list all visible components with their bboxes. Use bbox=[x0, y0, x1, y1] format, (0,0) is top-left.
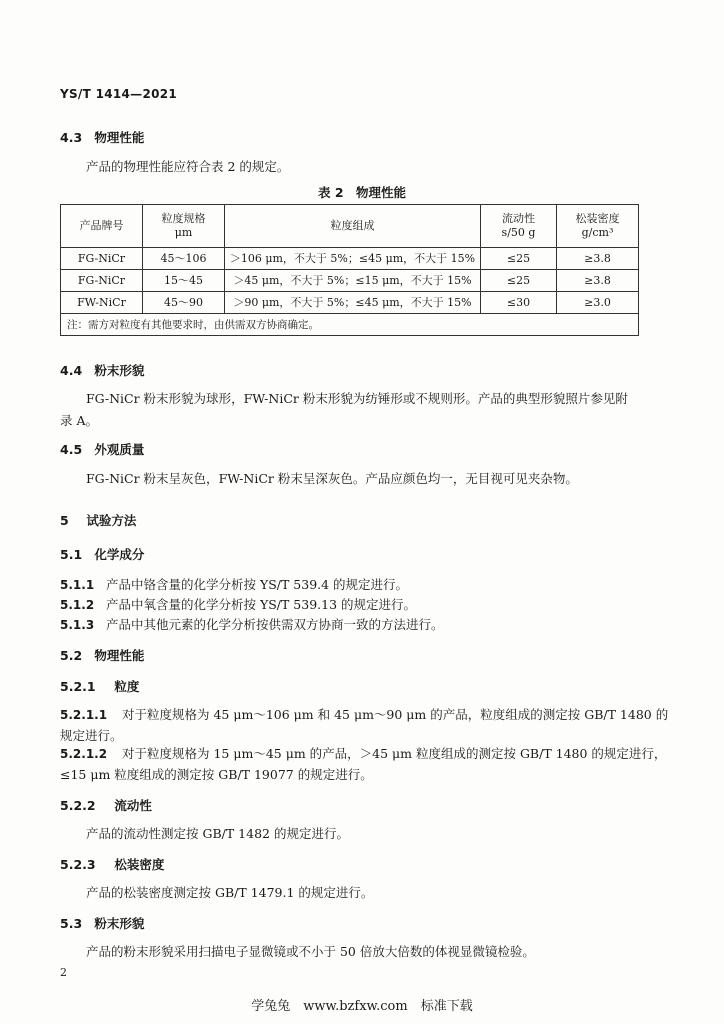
physical-properties-table bbox=[60, 204, 639, 336]
cell-spec: 15～45 bbox=[143, 270, 225, 292]
item-5-2-1-1-line1 bbox=[60, 705, 668, 723]
section-number: 5.2.3 bbox=[60, 857, 96, 872]
section-title: 流动性 bbox=[114, 798, 152, 813]
item-number: 5.1.1 bbox=[60, 578, 95, 592]
section-number: 4.3 bbox=[60, 130, 83, 145]
item-text: 产品中氧含量的化学分析按 YS/T 539.13 的规定进行。 bbox=[105, 597, 417, 612]
section-title: 化学成分 bbox=[94, 547, 145, 562]
section-5-2-2-heading bbox=[60, 796, 152, 814]
section-5-3-paragraph: 产品的粉末形貌采用扫描电子显微镜或不小于 50 倍放大倍数的体视显微镜检验。 bbox=[86, 944, 535, 959]
section-4-4-paragraph-line1: FG-NiCr 粉末形貌为球形，FW-NiCr 粉末形貌为纺锤形或不规则形。产品的典型形貌照片参见附 bbox=[86, 391, 628, 406]
cell-density: ≥3.8 bbox=[557, 248, 639, 270]
item-text: 对于粒度规格为 15 μm～45 μm 的产品，＞45 μm 粒度组成的测定按 GB/T 1480 的规定进行， bbox=[121, 746, 667, 761]
cell-brand: FW-NiCr bbox=[61, 292, 143, 314]
table-row bbox=[61, 292, 639, 314]
item-text: 产品中铬含量的化学分析按 YS/T 539.4 的规定进行。 bbox=[105, 577, 409, 592]
section-4-3-heading bbox=[60, 128, 144, 146]
item-text: 产品中其他元素的化学分析按供需双方协商一致的方法进行。 bbox=[105, 617, 444, 632]
section-5-2-3-heading bbox=[60, 855, 164, 873]
section-number: 4.4 bbox=[60, 363, 83, 378]
section-number: 5.3 bbox=[60, 916, 83, 931]
section-title: 物理性能 bbox=[94, 130, 145, 145]
cell-spec: 45～106 bbox=[143, 248, 225, 270]
section-4-5-heading bbox=[60, 440, 144, 458]
section-5-3-heading bbox=[60, 914, 144, 932]
section-5-heading bbox=[60, 511, 136, 529]
section-title: 物理性能 bbox=[94, 648, 145, 663]
header-density bbox=[557, 205, 639, 248]
section-5-2-heading bbox=[60, 646, 144, 664]
section-number: 5 bbox=[60, 513, 69, 528]
section-number: 4.5 bbox=[60, 442, 83, 457]
cell-composition: ＞90 μm，不大于 5%；≤45 μm，不大于 15% bbox=[225, 292, 481, 314]
section-number: 5.2.2 bbox=[60, 798, 96, 813]
table-caption: 表 2 物理性能 bbox=[317, 185, 407, 200]
table-row bbox=[61, 248, 639, 270]
header-density-unit: g/cm³ bbox=[581, 226, 614, 239]
item-number: 5.1.2 bbox=[60, 598, 95, 612]
header-flow-label: 流动性 bbox=[502, 212, 535, 225]
item-5-1-1 bbox=[60, 575, 408, 593]
header-brand: 产品牌号 bbox=[61, 205, 143, 248]
item-number: 5.1.3 bbox=[60, 618, 95, 632]
cell-composition: ＞106 μm，不大于 5%；≤45 μm，不大于 15% bbox=[225, 248, 481, 270]
table-header-row bbox=[61, 205, 639, 248]
section-5-1-heading bbox=[60, 545, 144, 563]
item-5-2-1-1-line2: 规定进行。 bbox=[60, 728, 123, 743]
item-text: 对于粒度规格为 45 μm～106 μm 和 45 μm～90 μm 的产品，粒度组成的测定按 GB/T 1480 的 bbox=[121, 707, 669, 722]
section-4-3-paragraph: 产品的物理性能应符合表 2 的规定。 bbox=[86, 159, 290, 174]
section-title: 粉末形貌 bbox=[94, 916, 145, 931]
header-flow-unit: s/50 g bbox=[501, 226, 536, 239]
header-flow bbox=[481, 205, 557, 248]
section-5-2-1-heading bbox=[60, 677, 139, 695]
cell-composition: ＞45 μm，不大于 5%；≤15 μm，不大于 15% bbox=[225, 270, 481, 292]
cell-flow: ≤25 bbox=[481, 248, 557, 270]
section-title: 粉末形貌 bbox=[94, 363, 145, 378]
cell-flow: ≤25 bbox=[481, 270, 557, 292]
cell-brand: FG-NiCr bbox=[61, 270, 143, 292]
table-row bbox=[61, 270, 639, 292]
cell-spec: 45～90 bbox=[143, 292, 225, 314]
section-title: 外观质量 bbox=[94, 442, 145, 457]
header-density-label: 松装密度 bbox=[575, 212, 620, 225]
item-5-1-3 bbox=[60, 615, 444, 633]
section-4-4-paragraph-line2: 录 A。 bbox=[60, 413, 99, 428]
section-4-4-heading bbox=[60, 361, 144, 379]
header-spec-unit: μm bbox=[174, 226, 193, 239]
item-5-2-1-2-line1 bbox=[60, 744, 666, 762]
section-4-5-paragraph: FG-NiCr 粉末呈灰色，FW-NiCr 粉末呈深灰色。产品应颜色均一，无目视可见夹杂物。 bbox=[86, 471, 578, 486]
cell-brand: FG-NiCr bbox=[61, 248, 143, 270]
document-code: YS/T 1414—2021 bbox=[60, 87, 178, 101]
section-title: 松装密度 bbox=[114, 857, 165, 872]
cell-density: ≥3.0 bbox=[557, 292, 639, 314]
table-note: 注：需方对粒度有其他要求时，由供需双方协商确定。 bbox=[61, 314, 639, 336]
section-number: 5.2.1 bbox=[60, 679, 96, 694]
item-5-1-2 bbox=[60, 595, 416, 613]
table-note-row bbox=[61, 314, 639, 336]
item-5-2-1-2-line2: ≤15 μm 粒度组成的测定按 GB/T 19077 的规定进行。 bbox=[60, 767, 373, 782]
header-composition: 粒度组成 bbox=[225, 205, 481, 248]
item-number: 5.2.1.1 bbox=[60, 708, 108, 722]
watermark-footer: 学兔兔 www.bzfxw.com 标准下载 bbox=[251, 999, 473, 1014]
section-number: 5.1 bbox=[60, 547, 83, 562]
section-5-2-2-paragraph: 产品的流动性测定按 GB/T 1482 的规定进行。 bbox=[86, 826, 349, 841]
item-number: 5.2.1.2 bbox=[60, 747, 108, 761]
cell-density: ≥3.8 bbox=[557, 270, 639, 292]
header-spec-label: 粒度规格 bbox=[161, 212, 206, 225]
section-title: 粒度 bbox=[114, 679, 140, 694]
section-5-2-3-paragraph: 产品的松装密度测定按 GB/T 1479.1 的规定进行。 bbox=[86, 885, 374, 900]
section-title: 试验方法 bbox=[86, 513, 137, 528]
cell-flow: ≤30 bbox=[481, 292, 557, 314]
page-number: 2 bbox=[60, 966, 67, 979]
section-number: 5.2 bbox=[60, 648, 83, 663]
header-spec bbox=[143, 205, 225, 248]
